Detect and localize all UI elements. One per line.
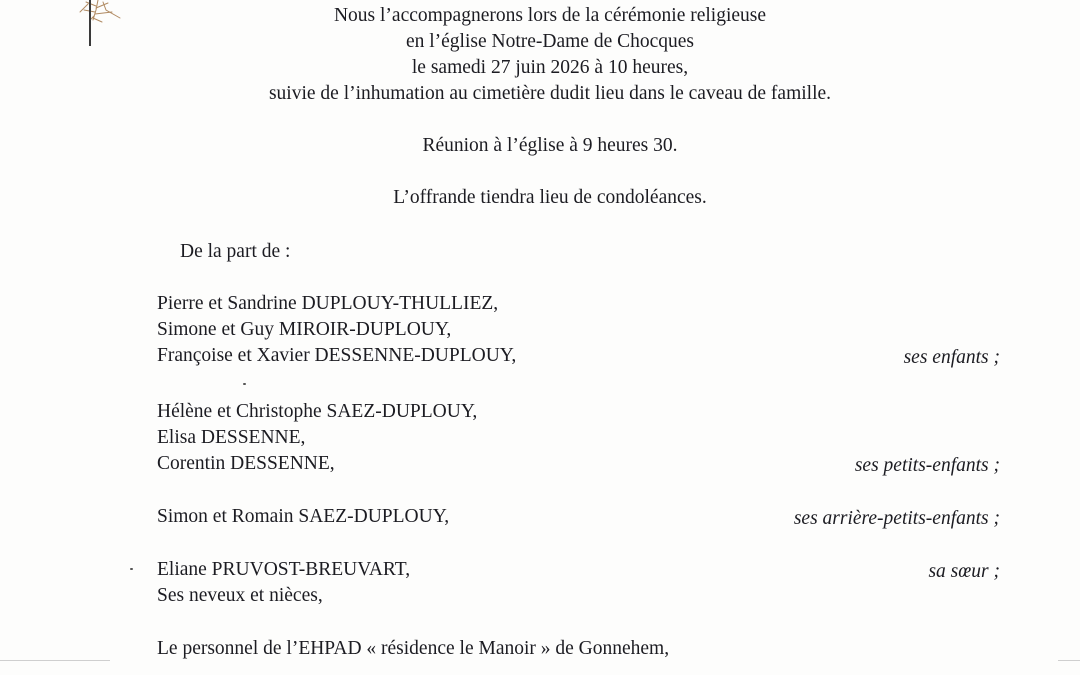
family-name: Simon et Romain SAEZ-DUPLOUY, [157,506,450,527]
fold-mark [1058,660,1080,661]
family-name: Hélène et Christophe SAEZ-DUPLOUY, [157,401,478,422]
family-name: Pierre et Sandrine DUPLOUY-THULLIEZ, [157,293,499,314]
scan-speck [130,568,133,570]
relation-label: ses enfants ; [903,347,1000,368]
relation-label: ses arrière-petits-enfants ; [793,508,1000,529]
ceremony-line-3: le samedi 27 juin 2026 à 10 heures, [411,57,689,78]
scan-speck [243,383,246,385]
relation-label: ses petits-enfants ; [854,455,1000,476]
de-la-part-heading: De la part de : [180,241,291,262]
ceremony-line-4: suivie de l’inhumation au cimetière dudit lieu dans le caveau de famille. [268,83,832,104]
ceremony-line-2: en l’église Notre-Dame de Chocques [405,31,695,52]
floral-sprig-icon [68,0,128,48]
family-name: Elisa DESSENNE, [157,427,306,448]
family-name: Françoise et Xavier DESSENNE-DUPLOUY, [157,345,517,366]
relation-label: sa sœur ; [928,561,1000,582]
family-name: Ses neveux et nièces, [157,585,323,606]
family-name: Corentin DESSENNE, [157,453,335,474]
offrande-line: L’offrande tiendra lieu de condoléances. [393,187,707,208]
family-name: Eliane PRUVOST-BREUVART, [157,559,411,580]
ceremony-line-1: Nous l’accompagnerons lors de la cérémonie religieuse [333,5,767,26]
family-name: Le personnel de l’EHPAD « résidence le Manoir » de Gonnehem, [157,638,670,659]
family-name: Simone et Guy MIROIR-DUPLOUY, [157,319,452,340]
reunion-line: Réunion à l’église à 9 heures 30. [422,135,678,156]
fold-mark [0,660,110,661]
